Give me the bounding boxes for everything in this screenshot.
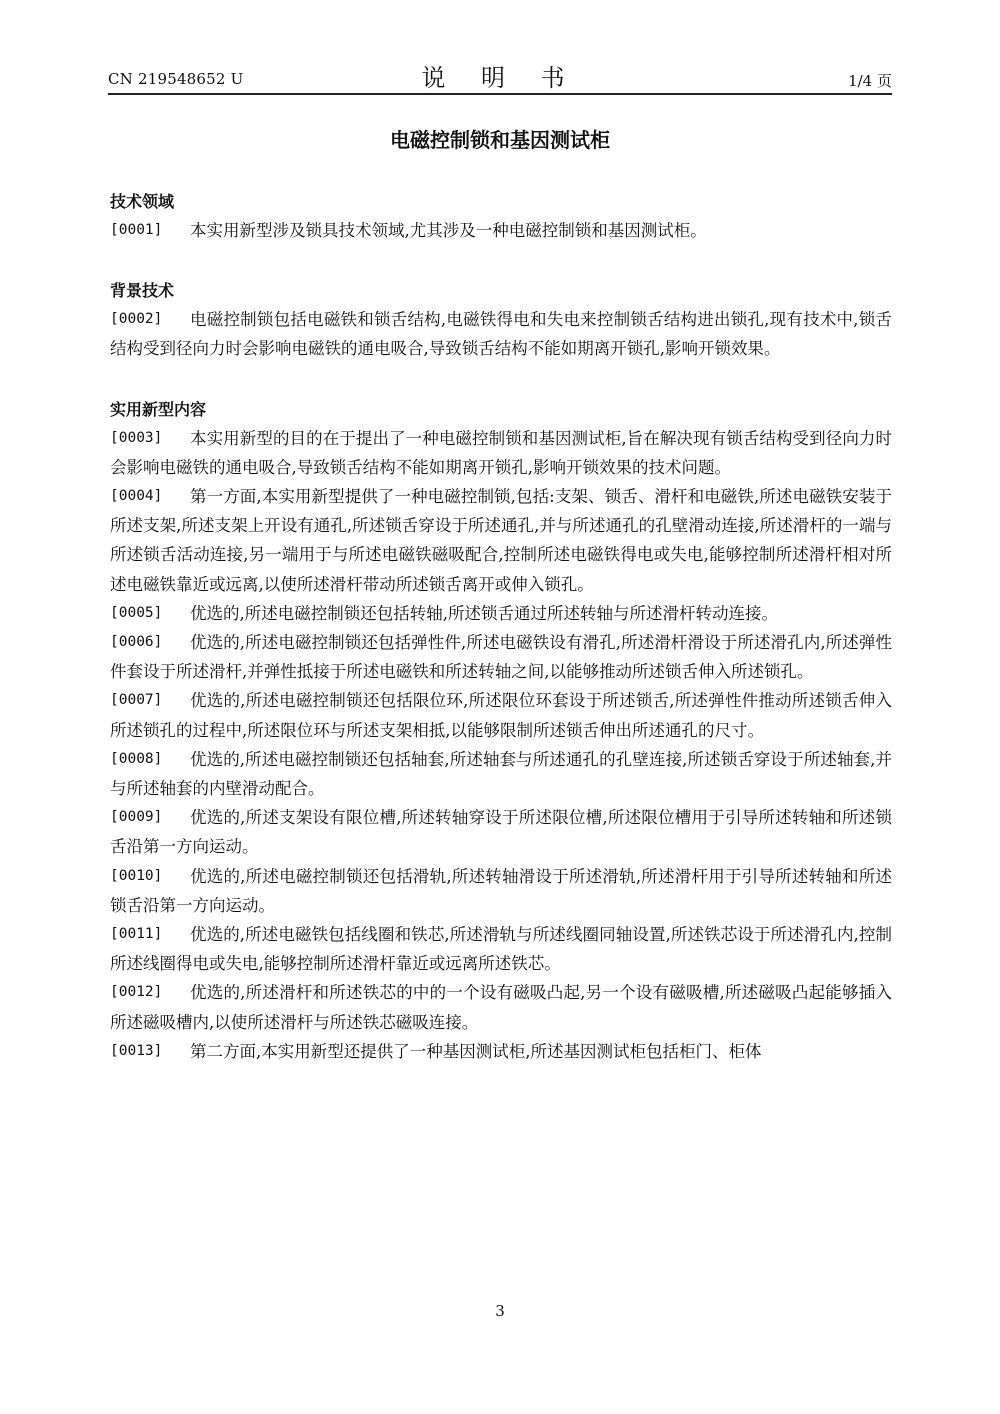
paragraph [110,920,892,978]
header-title: 说 明 书 [421,64,579,92]
paragraph-text: 本实用新型的目的在于提出了一种电磁控制锁和基因测试柜,旨在解决现有锁舌结构受到径向力时会影响电磁铁的通电吸合,导致锁舌结构不能如期离开锁孔,影响开锁效果的技术问题。 [110,428,892,477]
paragraph-number: [0002] [110,311,163,328]
paragraph-number: [0011] [110,926,163,943]
paragraph-number: [0004] [110,488,163,505]
paragraph [110,862,892,920]
section-heading: 实用新型内容 [110,399,207,419]
paragraph [110,803,892,861]
page-count: 1/4 页 [848,72,892,90]
paragraph-text: 本实用新型涉及锁具技术领域,尤其涉及一种电磁控制锁和基因测试柜。 [190,221,707,240]
page-number: 3 [495,1302,505,1320]
paragraph [110,424,892,482]
paragraph-text: 优选的,所述电磁控制锁还包括轴套,所述轴套与所述通孔的孔壁连接,所述锁舌穿设于所述轴套,并与所述轴套的内壁滑动配合。 [110,749,892,799]
paragraph-number: [0001] [110,222,163,238]
header-divider [108,93,892,95]
paragraph-text: 电磁控制锁包括电磁铁和锁舌结构,电磁铁得电和失电来控制锁舌结构进出锁孔,现有技术中,锁舌结构受到径向力时会影响电磁铁的通电吸合,导致锁舌结构不能如期离开锁孔,影响开锁效果。 [110,310,892,359]
paragraph-number: [0008] [110,750,163,767]
paragraph-text: 优选的,所述电磁铁包括线圈和铁芯,所述滑轨与所述线圈同轴设置,所述铁芯设于所述滑孔内,控制所述线圈得电或失电,能够控制所述滑杆靠近或远离所述铁芯。 [110,925,892,974]
paragraph [110,216,892,245]
paragraph-text: 优选的,所述支架设有限位槽,所述转轴穿设于所述限位槽,所述限位槽用于引导所述转轴和所述锁舌沿第一方向运动。 [110,808,892,857]
section-heading: 背景技术 [110,281,175,301]
document-title: 电磁控制锁和基因测试柜 [390,128,610,152]
paragraph [110,482,892,599]
paragraph-text: 优选的,所述电磁控制锁还包括弹性件,所述电磁铁设有滑孔,所述滑杆滑设于所述滑孔内,所述弹性件套设于所述滑杆,并弹性抵接于所述电磁铁和所述转轴之间,以能够推动所述锁舌伸入所述锁孔。 [110,633,892,682]
paragraph-text: 第一方面,本实用新型提供了一种电磁控制锁,包括:支架、锁舌、滑杆和电磁铁,所述电磁铁安装于所述支架,所述支架上开设有通孔,所述锁舌穿设于所述通孔,并与所述通孔的孔壁滑动连接,所述滑杆的一端与所述锁舌活动连接,另一端用于与所述电磁铁磁吸配合,控制所述电磁铁得电或失电,能够控制所述滑杆相对所述电磁铁靠近或远离,以使所述滑杆带动所述锁舌离开或伸入锁孔。 [110,487,892,594]
paragraph-text: 第二方面,本实用新型还提供了一种基因测试柜,所述基因测试柜包括柜门、柜体 [190,1041,762,1061]
paragraph-text: 优选的,所述电磁控制锁还包括转轴,所述锁舌通过所述转轴与所述滑杆转动连接。 [190,603,778,623]
paragraph-number: [0006] [110,634,163,651]
publication-number: CN 219548652 U [108,70,244,88]
paragraph-text: 优选的,所述滑杆和所述铁芯的中的一个设有磁吸凸起,另一个设有磁吸槽,所述磁吸凸起能够插入所述磁吸槽内,以使所述滑杆与所述铁芯磁吸连接。 [110,983,892,1032]
paragraph-number: [0010] [110,867,163,884]
paragraph [110,599,892,628]
paragraph [110,628,892,686]
paragraph-text: 优选的,所述电磁控制锁还包括滑轨,所述转轴滑设于所述滑轨,所述滑杆用于引导所述转轴和所述锁舌沿第一方向运动。 [110,866,892,915]
paragraph-number: [0007] [110,692,163,709]
paragraph [110,745,892,803]
document-body [110,188,892,1066]
paragraph [110,305,892,363]
paragraph [110,1037,892,1066]
paragraph [110,686,892,744]
section-heading: 技术领域 [110,192,175,211]
paragraph-number: [0012] [110,984,163,1001]
paragraph-number: [0005] [110,604,163,621]
paragraph-text: 优选的,所述电磁控制锁还包括限位环,所述限位环套设于所述锁舌,所述弹性件推动所述锁舌伸入所述锁孔的过程中,所述限位环与所述支架相抵,以能够限制所述锁舌伸出所述通孔的尺寸。 [110,691,892,740]
paragraph-number: [0013] [110,1042,163,1059]
paragraph [110,978,892,1036]
page-header [108,58,892,92]
paragraph-number: [0003] [110,429,163,446]
paragraph-number: [0009] [110,809,163,826]
